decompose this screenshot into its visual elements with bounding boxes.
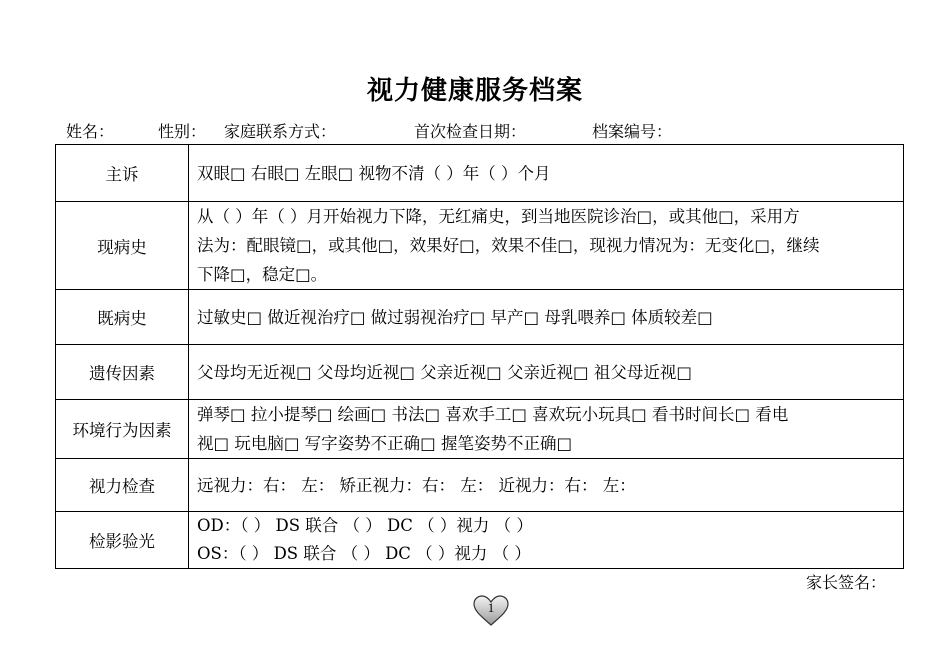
row-content xyxy=(189,345,904,400)
contact-label: 家庭联系方式： xyxy=(224,122,337,141)
row-content xyxy=(189,202,904,290)
content-line: 双眼□ 右眼□ 左眼□ 视物不清（ ）年（ ）个月 xyxy=(197,163,551,183)
row-label: 视力检查 xyxy=(56,459,189,512)
row-chief-complaint xyxy=(56,145,904,202)
row-environment-behavior xyxy=(56,400,904,459)
record-table xyxy=(55,144,904,569)
gender-label: 性别： xyxy=(158,122,207,141)
row-content xyxy=(189,459,904,512)
row-content xyxy=(189,290,904,345)
row-present-illness xyxy=(56,202,904,290)
row-content xyxy=(189,400,904,459)
document-title: 视力健康服务档案 xyxy=(366,76,583,106)
row-content xyxy=(189,145,904,202)
row-label: 环境行为因素 xyxy=(56,400,189,459)
row-vision-test xyxy=(56,459,904,512)
row-past-history xyxy=(56,290,904,345)
content-line: 下降□，稳定□。 xyxy=(197,265,328,284)
content-line: 从（ ）年（ ）月开始视力下降，无红痛史，到当地医院诊治□，或其他□，采用方 xyxy=(197,207,800,226)
content-line: 法为：配眼镜□，或其他□，效果好□，效果不佳□，现视力情况为：无变化□，继续 xyxy=(197,236,820,255)
content-line: OS：（ ） DS 联合 （ ） DC （ ）视力 （ ） xyxy=(197,544,531,563)
row-content xyxy=(189,512,904,569)
content-line: OD：（ ） DS 联合 （ ） DC （ ）视力 （ ） xyxy=(197,516,533,535)
row-label: 主诉 xyxy=(56,145,189,202)
page-number-badge xyxy=(472,594,510,628)
name-label: 姓名： xyxy=(66,122,115,141)
content-line: 过敏史□ 做近视治疗□ 做过弱视治疗□ 早产□ 母乳喂养□ 体质较差□ xyxy=(197,307,713,327)
row-label: 现病史 xyxy=(56,202,189,290)
row-label: 既病史 xyxy=(56,290,189,345)
row-label: 检影验光 xyxy=(56,512,189,569)
page-number: 1 xyxy=(487,600,495,615)
row-label: 遗传因素 xyxy=(56,345,189,400)
content-line: 远视力：右： 左： 矫正视力：右： 左： 近视力：右： 左： xyxy=(197,475,636,495)
parent-signature-label: 家长签名： xyxy=(806,573,887,592)
content-line: 弹琴□ 拉小提琴□ 绘画□ 书法□ 喜欢手工□ 喜欢玩小玩具□ 看书时间长□ 看电 xyxy=(197,405,789,424)
first-exam-date-label: 首次检查日期： xyxy=(414,122,527,141)
row-genetic-factors xyxy=(56,345,904,400)
content-line: 父母均无近视□ 父母均近视□ 父亲近视□ 父亲近视□ 祖父母近视□ xyxy=(197,362,692,382)
content-line: 视□ 玩电脑□ 写字姿势不正确□ 握笔姿势不正确□ xyxy=(197,434,573,453)
row-retinoscopy xyxy=(56,512,904,569)
file-number-label: 档案编号： xyxy=(592,122,673,141)
